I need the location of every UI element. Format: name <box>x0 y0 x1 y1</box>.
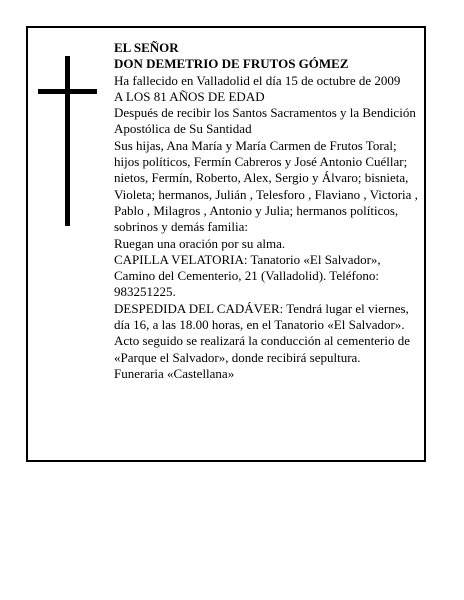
notice-death-info: Ha fallecido en Valladolid el día 15 de octubre de 2009 <box>114 72 401 88</box>
notice-text <box>114 40 422 382</box>
notice-funeral-home: Funeraria «Castellana» <box>114 365 235 381</box>
cross-horizontal-bar <box>38 89 97 94</box>
notice-age: A LOS 81 AÑOS DE EDAD <box>114 88 265 104</box>
notice-farewell: DESPEDIDA DEL CADÁVER: Tendrá lugar el viernes, día 16, a las 18.00 horas, en el Tanatorio «El Salvador». Acto seguido se realizará la conducción al cementerio de «Parque el Salvador», donde recibirá sepultura. <box>114 300 410 365</box>
notice-sacraments: Después de recibir los Santos Sacramentos y la Bendición Apostólica de Su Santidad <box>114 105 416 137</box>
notice-prayer: Ruegan una oración por su alma. <box>114 235 286 251</box>
notice-chapel: CAPILLA VELATORIA: Tanatorio «El Salvador», Camino del Cementerio, 21 (Valladolid). Teléfono: 983251225. <box>114 251 381 300</box>
cross-vertical-bar <box>65 56 70 226</box>
notice-deceased-name: DON DEMETRIO DE FRUTOS GÓMEZ <box>114 56 349 72</box>
obituary-notice <box>26 26 426 462</box>
cross-icon <box>38 56 102 226</box>
notice-title-line1: EL SEÑOR <box>114 40 179 55</box>
notice-family: Sus hijas, Ana María y María Carmen de Frutos Toral; hijos políticos, Fermín Cabreros y José Antonio Cuéllar; nietos, Fermín, Roberto, Alex, Sergio y Álvaro; bisnieta, Violeta; hermanos, Julián , Telesforo , Flaviano , Victoria , Pablo , Milagros , Antonio y Julia; hermanos políticos, sobrinos y demás familia: <box>114 137 418 235</box>
